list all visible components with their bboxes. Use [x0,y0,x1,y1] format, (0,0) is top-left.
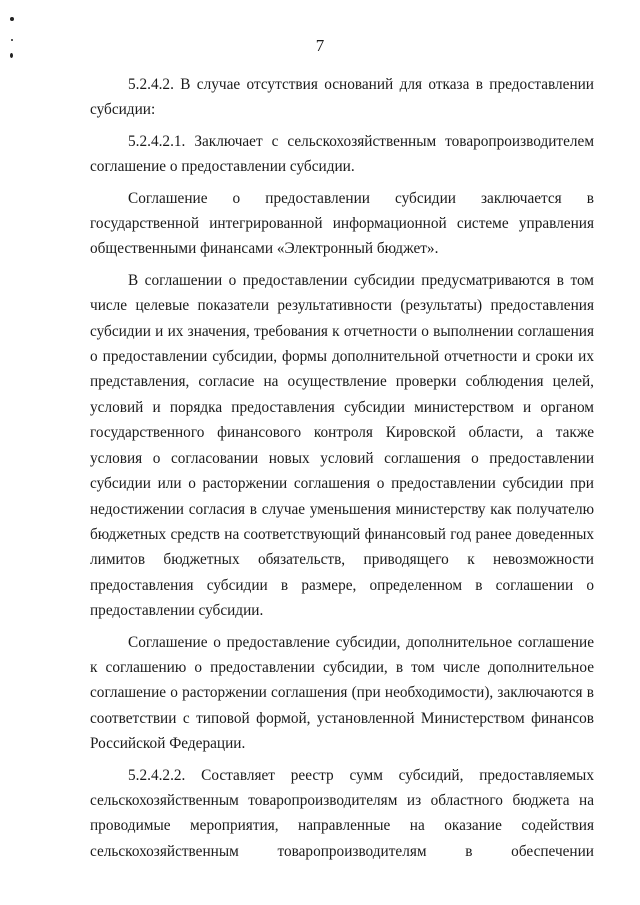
paragraph-standard-form: Соглашение о предоставление субсидии, дополнительное соглашение к соглашению о предоставлении субсидии, в том числе дополнительное соглашение о расторжении соглашения (при необходимости), заключаются в соответствии с типовой формой, установленной Министерством финансов Российской Федерации. [90,633,594,753]
document-body [90,72,594,864]
paragraph-5-2-4-2: 5.2.4.2. В случае отсутствия оснований для отказа в предоставлении субсидии: [90,76,594,119]
scan-speck [10,17,14,21]
paragraph-5-2-4-2-2: 5.2.4.2.2. Составляет реестр сумм субсидий, предоставляемых сельскохозяйственным товаропроизводителям из областного бюджета на проводимые мероприятия, направленные на оказание содействия сельскохозяйственным товаропроизводителям в обеспечении [90,766,594,860]
page-number: 7 [315,36,325,55]
paragraph-5-2-4-2-1: 5.2.4.2.1. Заключает с сельскохозяйственным товаропроизводителем соглашение о предоставлении субсидии. [90,132,594,176]
paragraph-agreement-terms: В соглашении о предоставлении субсидии предусматриваются в том числе целевые показатели результативности (результаты) предоставления субсидии и их значения, требования к отчетности о выполнении соглашения о предоставлении субсидии, формы дополнительной отчетности и сроки их представления, согласие на осуществление проверки соблюдения целей, условий и порядка предоставления субсидии министерством и органом государственного финансового контроля Кировской области, а также условия о согласовании новых условий соглашения о предоставлении субсидии или о расторжении соглашения о предоставлении субсидии при недостижении согласия в случае уменьшения министерству как получателю бюджетных средств на соответствующий финансовый год ранее доведенных лимитов бюджетных обязательств, приводящего к невозможности предоставления субсидии в размере, определенном в соглашении о предоставлении субсидии. [90,271,594,620]
paragraph-electronic-budget: Соглашение о предоставлении субсидии заключается в государственной интегрированной информационной системе управления общественными финансами «Электронный бюджет». [90,189,594,258]
